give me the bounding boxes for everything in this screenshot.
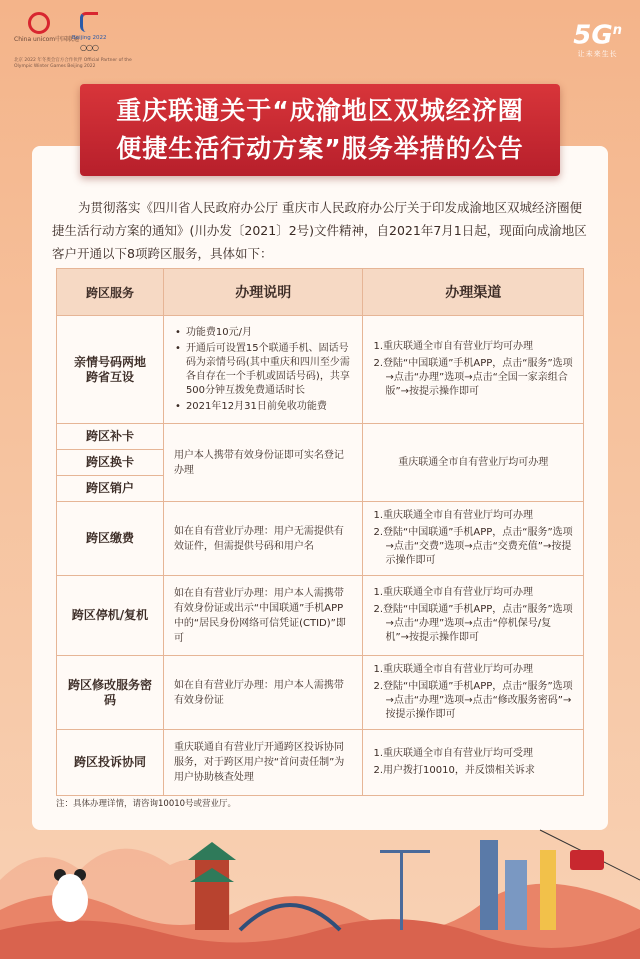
skyscraper-icon <box>505 860 527 930</box>
service-description: 用户本人携带有效身份证即可实名登记办理 <box>163 424 363 502</box>
5g-text: 5G <box>573 20 613 51</box>
skyscraper-icon <box>480 840 498 930</box>
channel-item: 1.重庆联通全市自有营业厅均可办理 <box>373 341 534 352</box>
channel-item: 2.登陆“中国联通”手机APP，点击“服务”选项→点击“办理”选项→点击“修改服务密码”→按提示操作即可 <box>373 681 573 720</box>
service-channel <box>363 656 584 730</box>
table-row <box>57 730 584 796</box>
table-header-row <box>57 269 584 316</box>
services-table <box>56 268 584 796</box>
service-name: 跨区补卡 <box>57 424 164 450</box>
unicom-logo-text: China unicom中国联通 <box>14 36 80 43</box>
table-row <box>57 502 584 576</box>
channel-item: 2.登陆“中国联通”手机APP，点击“服务”选项→点击“办理”选项→点击“停机保号/复机”→按提示操作即可 <box>373 604 573 643</box>
city-scenery-illustration <box>0 820 640 959</box>
beijing-logo-text: Beijing 2022 <box>72 35 107 41</box>
title-line-2: 便捷生活行动方案”服务举措的公告 <box>116 134 524 163</box>
skyscraper-icon <box>540 850 556 930</box>
pagoda-roof <box>188 842 236 860</box>
channel-item: 1.重庆联通全市自有营业厅均可办理 <box>373 587 534 598</box>
service-description: 重庆联通自有营业厅开通跨区投诉协同服务，对于跨区用户按“首问责任制”为用户协助核查处理 <box>163 730 363 796</box>
service-channel <box>363 730 584 796</box>
brand-logos <box>14 10 108 56</box>
panda-head <box>58 874 82 894</box>
channel-item: 2.登陆“中国联通”手机APP，点击“服务”选项→点击“交费”选项→点击“交费充值”→按提示操作即可 <box>373 527 573 566</box>
service-description: 如在自有营业厅办理：用户本人需携带有效身份证或出示“中国联通”手机APP中的“居民身份网络可信凭证(CTID)”即可 <box>163 576 363 656</box>
service-description: 如在自有营业厅办理：用户本人需携带有效身份证 <box>163 656 363 730</box>
olympic-rings-icon: ○○○ <box>80 43 98 52</box>
crane-arm <box>380 850 430 853</box>
service-name: 跨区缴费 <box>57 502 164 576</box>
desc-item: • 2021年12月31日前免收功能费 <box>174 400 353 414</box>
crane-icon <box>400 850 403 930</box>
channel-item: 2.登陆“中国联通”手机APP，点击“服务”选项→点击“办理”选项→点击“全国一家亲组合版”→按提示操作即可 <box>373 358 573 397</box>
service-channel <box>363 576 584 656</box>
intro-paragraph: 为贯彻落实《四川省人民政府办公厅 重庆市人民政府办公厅关于印发成渝地区双城经济圈便捷生活行动方案的通知》(川办发〔2021〕2号)文件精神，自2021年7月1日起，现面向成渝地区客户开通以下8项跨区服务，具体如下： <box>52 200 587 261</box>
title-line-1: 重庆联通关于“成渝地区双城经济圈 <box>116 96 524 125</box>
header-description: 办理说明 <box>163 269 363 316</box>
service-description <box>163 316 363 424</box>
header-service: 跨区服务 <box>57 269 164 316</box>
service-name: 跨区投诉协同 <box>57 730 164 796</box>
announcement-title <box>80 84 560 176</box>
service-name: 跨区换卡 <box>57 450 164 476</box>
channel-item: 1.重庆联通全市自有营业厅均可受理 <box>373 748 534 759</box>
service-channel: 重庆联通全市自有营业厅均可办理 <box>363 424 584 502</box>
header-channel: 办理渠道 <box>363 269 584 316</box>
service-name: 跨区销户 <box>57 476 164 502</box>
table-row <box>57 424 584 450</box>
beijing-emblem-icon <box>80 12 98 32</box>
beijing-2022-logo <box>72 10 108 56</box>
footnote: 注：具体办理详情，请咨询10010号或营业厅。 <box>56 799 237 809</box>
service-description: 如在自有营业厅办理：用户无需提供有效证件，但需提供号码和用户名 <box>163 502 363 576</box>
brand-subtitle: 北京 2022 年冬奥会官方合作伙伴 Official Partner of the Olympic Winter Games Beijing 2022 <box>14 58 132 69</box>
table-row <box>57 656 584 730</box>
channel-item: 2.用户拨打10010，并反馈相关诉求 <box>373 765 535 776</box>
desc-item: • 开通后可设置15个联通手机、固话号码为亲情号码(其中重庆和四川至少需各自存在一个手机或固话号码)，共享500分钟互拨免费通话时长 <box>174 342 353 398</box>
channel-item: 1.重庆联通全市自有营业厅均可办理 <box>373 510 534 521</box>
channel-item: 1.重庆联通全市自有营业厅均可办理 <box>373 664 534 675</box>
service-channel <box>363 502 584 576</box>
5g-slogan: 让未来生长 <box>577 49 618 58</box>
5g-sup: n <box>612 23 622 38</box>
table-row <box>57 576 584 656</box>
table-row <box>57 316 584 424</box>
cable-car-icon <box>570 850 604 870</box>
desc-item: • 功能费10元/月 <box>174 326 353 340</box>
service-channel <box>363 316 584 424</box>
china-unicom-logo <box>14 10 80 56</box>
service-name: 跨区修改服务密码 <box>57 656 164 730</box>
unicom-knot-icon <box>28 12 50 34</box>
5g-logo <box>573 18 622 59</box>
service-name: 跨区停机/复机 <box>57 576 164 656</box>
service-name: 亲情号码两地跨省互设 <box>57 316 164 424</box>
